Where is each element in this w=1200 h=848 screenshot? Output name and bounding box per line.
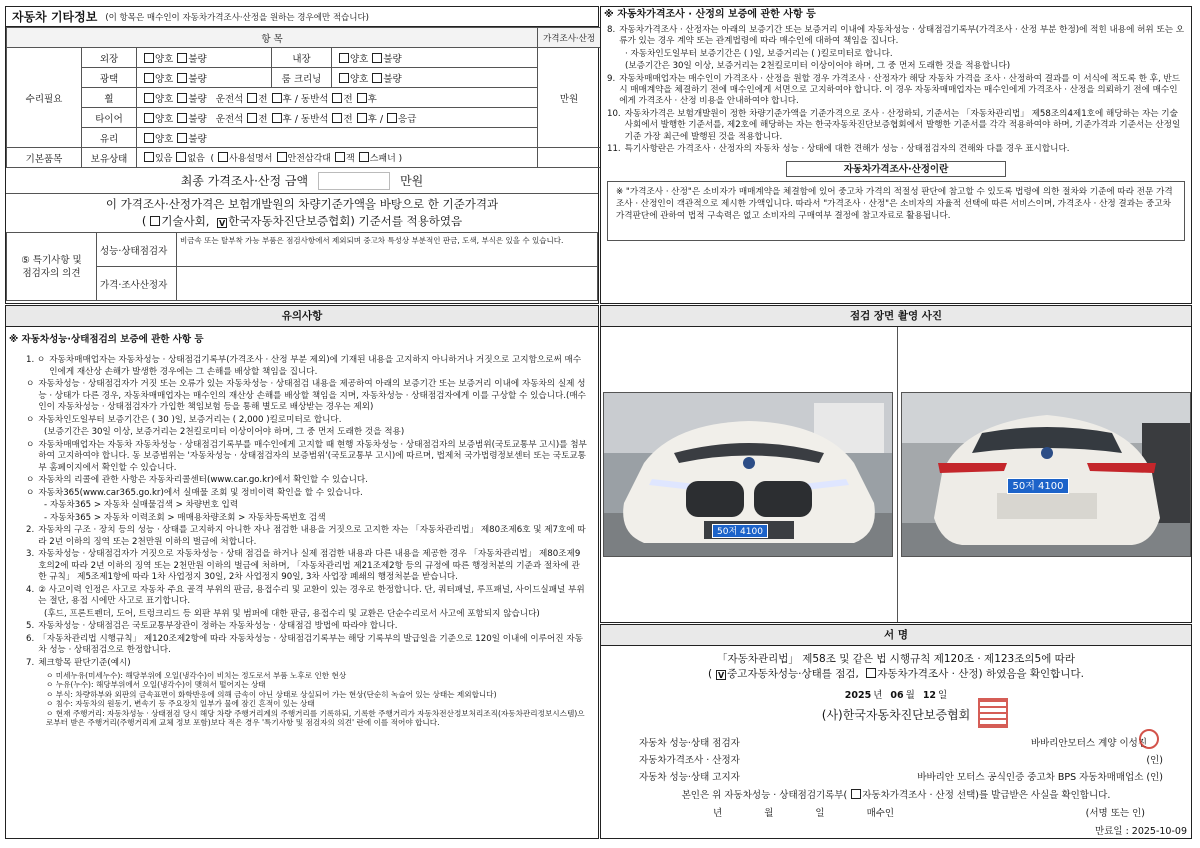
- section-note: (이 항목은 매수인이 자동차가격조사·산정을 원하는 경우에만 적습니다): [105, 12, 369, 23]
- signer-value: 바바리안모터스 계양 이성진: [1030, 738, 1147, 749]
- list-item: [26, 355, 588, 378]
- checkbox[interactable]: [247, 113, 257, 123]
- date-day: 12: [922, 690, 937, 701]
- checkbox[interactable]: [144, 53, 154, 63]
- date-label: 년: [713, 808, 723, 819]
- price-box-text: ※ "가격조사 · 산정"은 소비자가 매매계약을 체결함에 있어 중고차 가격의 적절성 판단에 참고할 수 있도록 법령에 의한 절차와 기준에 따라 전문 가격조사 · 산정인이 객관적으로 제시한 가액입니다. 따라서 "가격조사 · 산정"은 소비자의 자율적 선택에 따른 서비스이며, 가격조사 · 산정 결과는 중고차 가격판단에 관하여 법적 구속력은 없고 소비자의 구매여부 결정에 참고자료로 활용됩니다.: [607, 181, 1185, 241]
- opinion-row-label: 가격·조사산정자: [97, 267, 177, 301]
- sign-statement-1: 「자동차관리법」 제58조 및 같은 법 시행규칙 제120조 · 제123조의5에 따라: [717, 653, 1075, 665]
- list-item: [26, 585, 588, 608]
- item-text: (보증기간은 30일 이상, 보증거리는 2천킬로미터 이상이어야 하며, 그 중 먼저 도래한 것을 적용): [44, 427, 405, 437]
- item-text: 자동차의 구조 · 장치 등의 성능 · 상태를 고지하지 아니한 자나 점검한 내용을 거짓으로 고지한 자는 「자동차관리법」 제80조제6호 및 제7호에 따라 2년 이하의 징역 또는 2천만원 이하의 벌금에 처합니다.: [38, 525, 586, 547]
- item-text: 「자동차관리법 시행규칙」 제120조제2항에 따라 자동차성능 · 상태점검기록부는 해당 기록부의 발급일을 기준으로 120일 이내에 이루어진 자동차 성능 · 상태점검으로 한정합니다.: [38, 633, 583, 655]
- org-seal: [978, 698, 1008, 728]
- option-label: 양호: [155, 53, 174, 65]
- list-item: [26, 609, 588, 621]
- receipt-text: 본인은 위 자동차성능 · 상태점검기록부(: [681, 790, 848, 801]
- option-label: 불량: [188, 113, 207, 125]
- item-text: 자동차성능 · 상태점검자가 거짓 또는 오류가 있는 자동차성능 · 상태점검 내용을 제공하여 아래의 보증기간 또는 보증거리 이내에 자동차의 실제 성능 · 상태가 다른 경우, 자동차매매업자는 매수인의 재산상 손해를 배상할 책임을 지며, 자동차성능 · 상태점검자에게 이를 구상할 수 있습니다.(매수인이 자동차성능 · 상태점검자가 가입한 책임보험 등을 통해 별도로 배상받는 경우는 제외): [38, 379, 586, 412]
- checkbox[interactable]: [218, 152, 228, 162]
- item-text: 자동차인도일부터 보증기간은 ( 30 )일, 보증거리는 ( 2,000 )킬로미터로 합니다.: [38, 414, 342, 425]
- option-label: 양호: [155, 93, 174, 105]
- signer-seal-mark: (인): [1146, 772, 1163, 783]
- list-item: [26, 415, 588, 427]
- position-label: 운전석: [215, 113, 244, 125]
- final-price-label: 최종 가격조사·산정 금액: [180, 174, 309, 188]
- org-line: [601, 706, 1191, 723]
- checkbox[interactable]: [272, 93, 282, 103]
- item-number: [607, 49, 621, 60]
- option-label: 후: [367, 93, 377, 105]
- paren: (: [708, 668, 713, 680]
- receipt-text: 자동차가격조사 · 산정 선택)를 발급받은 사실을 확인합니다.: [862, 790, 1111, 801]
- notice-section: [5, 305, 599, 839]
- opinion-row-label: 성능·상태점검자: [97, 233, 177, 267]
- item-text: 자동차가격조사 · 산정자는 아래의 보증기간 또는 보증거리 이내에 자동차성능 · 상태점검기록부(가격조사 · 산정 부분 한정)에 적힌 내용에 허위 또는 오류가 있는 경우 계약 또는 관계법령에 따라 매수인에 대하여 책임을 집니다.: [619, 25, 1185, 47]
- notice-header: 유의사항: [6, 306, 598, 327]
- buyer-label: 매수인: [866, 808, 895, 819]
- signer-label: 자동차 성능·상태 점검자: [639, 738, 740, 749]
- signer-value: (인): [1146, 755, 1163, 766]
- option-label: 양호: [155, 133, 174, 145]
- basic-label: 기본품목: [7, 148, 82, 168]
- guarantee-list: [607, 25, 1185, 155]
- list-item: [26, 525, 588, 548]
- checkbox[interactable]: [177, 133, 187, 143]
- item-number: [26, 427, 40, 439]
- notice-list: [6, 349, 598, 669]
- option-label: 양호: [155, 113, 174, 125]
- spec-table: [6, 27, 601, 168]
- item-number: 10.: [607, 108, 621, 119]
- buyer-sign: (서명 또는 인): [1085, 808, 1145, 819]
- date-year: 2025: [844, 690, 872, 701]
- criteria-item: ㅇ 누유(누수): 해당부위에서 오일(냉각수)이 맺혀서 떨어지는 상태: [46, 680, 266, 690]
- option-label: 기술사회,: [161, 214, 210, 228]
- list-item: [26, 549, 588, 584]
- checkbox[interactable]: [357, 113, 367, 123]
- checkbox[interactable]: [144, 73, 154, 83]
- option-label: 후 / 동반석: [282, 93, 329, 105]
- row-label: 광택: [82, 68, 137, 88]
- checkbox-kaiwa[interactable]: V: [219, 219, 226, 228]
- item-number: 6.: [26, 633, 35, 644]
- date-label: 월: [764, 808, 774, 819]
- checkbox[interactable]: [144, 133, 154, 143]
- date-label: 일: [815, 808, 825, 819]
- car-rear-image: [902, 393, 1191, 557]
- item-number: 11.: [607, 144, 621, 155]
- option-label: 한국자동차진단보증협회) 기준서를 적용하였음: [228, 214, 463, 228]
- list-item: [607, 74, 1185, 108]
- photo-section: [600, 305, 1192, 623]
- row-label: 타이어: [82, 108, 137, 128]
- item-number: ㅇ: [26, 487, 35, 498]
- item-number: ㅇ: [26, 475, 35, 485]
- base-line-2: [6, 213, 598, 230]
- list-item: [26, 379, 588, 414]
- list-item: [26, 427, 588, 439]
- rear-photo: [901, 392, 1191, 557]
- checkbox[interactable]: [176, 152, 186, 162]
- opinion-text: 비금속 또는 탈부착 가능 부품은 점검사항에서 제외되며 중고차 특성상 부분적인 판금, 도색, 부식은 있을 수 있습니다.: [177, 233, 598, 267]
- rear-plate: 50저 4100: [1007, 478, 1069, 494]
- date-month: 06: [890, 690, 904, 701]
- option-label: 불량: [188, 53, 207, 65]
- list-item: [26, 621, 588, 633]
- col-item: 항 목: [7, 28, 538, 48]
- opinion-label: 점검자의 의견: [22, 267, 81, 279]
- checkbox[interactable]: [177, 113, 187, 123]
- sign-header: 서 명: [601, 625, 1191, 646]
- list-item: [26, 488, 588, 500]
- date-label: 년: [873, 690, 883, 701]
- checkbox[interactable]: [272, 113, 282, 123]
- checkbox[interactable]: [357, 93, 367, 103]
- sign-date: [601, 687, 1191, 701]
- paren: (: [210, 154, 215, 164]
- option-label: 사용설명서: [229, 154, 273, 164]
- item-number: 4.: [26, 584, 35, 595]
- list-item: [26, 513, 588, 525]
- option-label: 전: [343, 93, 353, 105]
- opinion-label: ⑤ 특기사항 및: [21, 254, 82, 266]
- checkbox[interactable]: [277, 152, 287, 162]
- option-label: 양호: [350, 53, 369, 65]
- option-label: 양호: [155, 73, 174, 85]
- checkbox[interactable]: [335, 152, 345, 162]
- item-text: ② 사고이력 인정은 사고로 자동차 주요 골격 부위의 판금, 용접수리 및 교환이 있는 경우로 한정합니다. 단, 쿼터패널, 루프패널, 사이드실패널 부위는 절단, 용접 시에만 사고로 표기합니다.: [38, 584, 585, 606]
- row-label: 유리: [82, 128, 137, 148]
- option-label: 불량: [188, 133, 207, 145]
- list-item: [607, 25, 1185, 48]
- checkbox[interactable]: [332, 93, 342, 103]
- list-item: [607, 49, 1185, 60]
- sign-statement-2: [601, 667, 1191, 682]
- expire-date: 만료일 : 2025-10-09: [1095, 826, 1187, 837]
- row-label: 보유상태: [82, 148, 137, 168]
- item-text: 자동차매매업자는 자동차 자동차성능 · 상태점검기록부를 매수인에게 고지할 때 현행 자동차성능 · 상태점검자의 보증범위(국토교통부 고시)를 첨부하여 고지하여야 합니다. 동 보증범위는 '자동차성능 · 상태점검자의 보증범위'(국토교통부 고시)에 따르며, 법제처 국가법령정보센터 또는 국토교통부 홈페이지에서 확인할 수 있습니다.: [38, 439, 587, 473]
- final-price-unit: 만원: [400, 174, 424, 188]
- checkbox[interactable]: [144, 152, 154, 162]
- inspector-seal: [1139, 729, 1159, 749]
- item-text: - 자동차365 > 자동차 실매물검색 > 차량번호 입력: [44, 500, 239, 510]
- option-label: 후 / 동반석: [282, 113, 329, 125]
- paren: (: [141, 214, 147, 228]
- option-label: 없음: [187, 154, 205, 164]
- item-number: 3.: [26, 549, 35, 559]
- sign-section: [600, 624, 1192, 839]
- item-text: 자동차성능 · 상태점검은 국토교통부장관이 정하는 자동차성능 · 상태점검 방법에 따라야 합니다.: [38, 621, 398, 631]
- item-text: 자동차가격은 보험개발원이 정한 차량기준가액을 기준가격으로 조사 · 산정하되, 기준서는 「자동차관리법」 제58조의4제1호에 해당하는 자는 기술사회에서 발행한 기준서를, 제2호에 해당하는 자는 한국자동차진단보증협회에서 발행한 기준서를 각각 적용하여야 하며, 기준가격과 기준서는 산정일 기준 가장 최근에 발행된 것을 적용합니다.: [624, 108, 1181, 142]
- option-label: 잭: [346, 154, 355, 164]
- row-label: 외장: [82, 48, 137, 68]
- option-label: 응급: [398, 113, 417, 125]
- signer-value: 바바리안 모터스 공식인증 중고차 BPS 자동차매매업소: [917, 772, 1144, 783]
- option-label: 자동차가격조사 · 산정) 하였음을 확인합니다.: [877, 668, 1084, 680]
- buyer-line: [713, 805, 894, 819]
- price-guarantee-section: [600, 6, 1192, 304]
- date-label: 월: [905, 690, 915, 701]
- criteria-item: ㅇ 미세누유(미세누수): 해당부위에 오일(냉각수)이 비치는 정도로서 부품 노후로 인한 현상: [46, 671, 347, 680]
- checkbox[interactable]: [372, 73, 382, 83]
- item-number: 5.: [26, 621, 35, 631]
- item-text: · 자동차인도일부터 보증기간은 ( )일, 보증거리는 ( )킬로미터로 합니다.: [625, 48, 893, 59]
- list-item: [26, 440, 588, 475]
- criteria-item: ㅇ 현재 주행거리: 자동차성능 · 상태점검 당시 해당 차량 주행거리계의 주행거리를 기록하되, 기록한 주행거리가 자동차전산정보처리조직(자동차관리정보시스템)으로부터 받은 주행거리(주행거리계 교체 정보 포함)보다 적은 경우 '특기사항 및 점검자의 의견' 란에 이를 적어야 합니다.: [46, 708, 585, 728]
- item-number: 8.: [607, 25, 616, 35]
- option-label: 전: [343, 113, 353, 125]
- signer-label: 자동차 성능·상태 고지자: [639, 772, 740, 783]
- option-label: 불량: [383, 73, 402, 85]
- criteria-item: ㅇ 침수: 자동차의 원동기, 변속기 등 주요장치 일부가 물에 잠긴 흔적이 있는 상태: [46, 699, 315, 709]
- checkbox-price-check[interactable]: [866, 668, 876, 678]
- option-label: 스패너 ): [369, 154, 403, 164]
- item-number: 7.: [26, 657, 35, 668]
- checkbox[interactable]: [177, 73, 187, 83]
- item-text: 특기사항란은 가격조사 · 산정자의 자동차 성능 · 상태에 대한 견해가 성능 · 상태점검자의 견해와 다를 경우 표시합니다.: [624, 144, 1070, 155]
- row-label: 룸 크리닝: [272, 68, 332, 88]
- checkbox[interactable]: [332, 113, 342, 123]
- checkbox[interactable]: [359, 152, 369, 162]
- list-item: [607, 144, 1185, 155]
- checkbox[interactable]: [177, 93, 187, 103]
- checkbox[interactable]: [372, 53, 382, 63]
- checkbox-price-receipt[interactable]: [851, 789, 861, 799]
- notice-criteria-list: [6, 670, 598, 728]
- checkbox-performance-check[interactable]: V: [718, 671, 725, 680]
- checkbox[interactable]: [339, 53, 349, 63]
- list-item: [607, 61, 1185, 72]
- item-number: [607, 61, 621, 72]
- signer-rows: [639, 735, 1171, 786]
- item-number: ㅇ: [26, 379, 35, 389]
- option-label: 불량: [188, 73, 207, 85]
- notice-subtitle: ※ 자동차성능·상태점검의 보증에 관한 사항 등: [9, 334, 204, 345]
- list-item: [26, 500, 588, 512]
- col-price: 가격조사·산정: [538, 28, 601, 48]
- org-name: (사)한국자동차진단보증협회: [821, 708, 971, 722]
- item-text: 자동차의 리콜에 관한 사항은 자동차리콜센터(www.car.go.kr)에서 확인할 수 있습니다.: [38, 475, 368, 485]
- checkbox[interactable]: [144, 93, 154, 103]
- option-label: 전: [258, 93, 268, 105]
- section-title: 자동차 기타정보: [12, 10, 98, 24]
- checkbox[interactable]: [247, 93, 257, 103]
- list-item: [607, 109, 1185, 143]
- item-number: 1. ㅇ: [26, 355, 46, 365]
- item-text: 체크항목 판단기준(예시): [38, 657, 131, 668]
- checkbox[interactable]: [339, 73, 349, 83]
- option-label: 있음: [155, 154, 173, 164]
- final-price-input[interactable]: [318, 172, 390, 190]
- opinion-table: [6, 232, 598, 301]
- item-number: ㅇ: [26, 414, 35, 425]
- list-item: [26, 634, 588, 657]
- item-text: 자동차365(www.car365.go.kr)에서 실매물 조회 및 정비이력 확인을 할 수 있습니다.: [38, 487, 363, 498]
- checkbox-engineer-society[interactable]: [150, 216, 160, 226]
- item-text: - 자동차365 > 자동차 이력조회 > 매매용차량조회 > 자동차등록번호 검색: [44, 512, 326, 523]
- checkbox[interactable]: [387, 113, 397, 123]
- signer-label: 자동차가격조사 · 산정자: [639, 755, 740, 766]
- guarantee-title: ※ 자동차가격조사 · 산정의 보증에 관한 사항 등: [604, 9, 816, 20]
- receipt-line: [601, 787, 1191, 801]
- item-number: [26, 500, 40, 512]
- front-photo: [603, 392, 893, 557]
- checkbox[interactable]: [177, 53, 187, 63]
- photo-header: 점검 장면 촬영 사진: [601, 306, 1191, 327]
- price-box-title: 자동차가격조사·산정이란: [786, 161, 1006, 177]
- repair-label: 수리필요: [7, 48, 82, 148]
- item-number: 2.: [26, 525, 35, 535]
- item-text: (보증기간은 30일 이상, 보증거리는 2천킬로미터 이상이어야 하며, 그 중 먼저 도래한 것을 적용합니다): [625, 61, 1011, 72]
- option-label: 중고자동차성능·상태를 점검,: [727, 668, 859, 680]
- list-item: [26, 475, 588, 487]
- vehicle-extra-info-section: [5, 6, 599, 304]
- item-number: [26, 513, 40, 525]
- list-item: [26, 658, 588, 670]
- row-label: 내장: [272, 48, 332, 68]
- checkbox[interactable]: [144, 113, 154, 123]
- option-label: 안전삼각대: [287, 154, 331, 164]
- item-text: 자동차매매업자는 매수인이 가격조사 · 산정을 원할 경우 가격조사 · 산정자가 해당 자동차 가격을 조사 · 산정하여 결과를 이 서식에 적도록 한 후, 반드시 매매계약을 체결하기 전에 매수인에게 서면으로 고지하여야 합니다. 이 경우 자동차매매업자는 매수인에게 가격조사 · 산정을 의뢰하기 전에 매수인에게 가격조사 · 산정 비용을 안내하여야 합니다.: [619, 73, 1181, 107]
- base-line: 이 가격조사·산정가격은 보험개발원의 차량기준가액을 바탕으로 한 기준가격과: [105, 197, 499, 211]
- front-plate: 50저 4100: [712, 524, 768, 538]
- position-label: 운전석: [215, 93, 244, 105]
- item-text: 자동차매매업자는 자동차성능 · 상태점검기록부(가격조사 · 산정 부분 제외)에 기재된 내용을 고지하지 아니하거나 거짓으로 고지함으로써 매수인에게 재산상 손해가 발생한 경우에는 그 손해를 배상할 책임을 집니다.: [49, 355, 582, 377]
- criteria-item: ㅇ 부식: 차량하부와 외판의 금속표면이 화학반응에 의해 금속이 아닌 상태로 상실되어 가는 현상(단순히 녹슬어 있는 상태는 제외합니다): [46, 689, 497, 699]
- option-label: 전: [258, 113, 268, 125]
- item-text: 자동차성능 · 상태점검자가 거짓으로 자동차성능 · 상태 점검을 하거나 실제 점검한 내용과 다른 내용을 제공한 경우 「자동차관리법」 제80조제9호의2에 따라 2년 이하의 징역 또는 2천만원 이하의 벌금에 처하며, 「자동차관리법 제21조제2항 등의 규정에 따른 행정처분의 기준과 절차에 관한 규칙」 제5조제1항에 따라 1차 사업정지 30일, 2차 사업정지 90일, 3차 사업장 폐쇄의 행정처분을 받습니다.: [38, 549, 581, 582]
- option-label: 불량: [188, 93, 207, 105]
- item-number: ㅇ: [26, 439, 35, 450]
- item-number: 9.: [607, 73, 616, 84]
- item-text: (후드, 프론트펜더, 도어, 트렁크리드 등 외판 부위 및 범퍼에 대한 판금, 용접수리 및 교환은 단순수리로서 사고에 포함되지 않습니다): [44, 608, 540, 619]
- date-label: 일: [938, 690, 948, 701]
- row-label: 휠: [82, 88, 137, 108]
- option-label: 후 /: [367, 113, 384, 125]
- price-won: 만원: [538, 48, 601, 148]
- item-number: [26, 609, 40, 621]
- option-label: 양호: [350, 73, 369, 85]
- option-label: 불량: [383, 53, 402, 65]
